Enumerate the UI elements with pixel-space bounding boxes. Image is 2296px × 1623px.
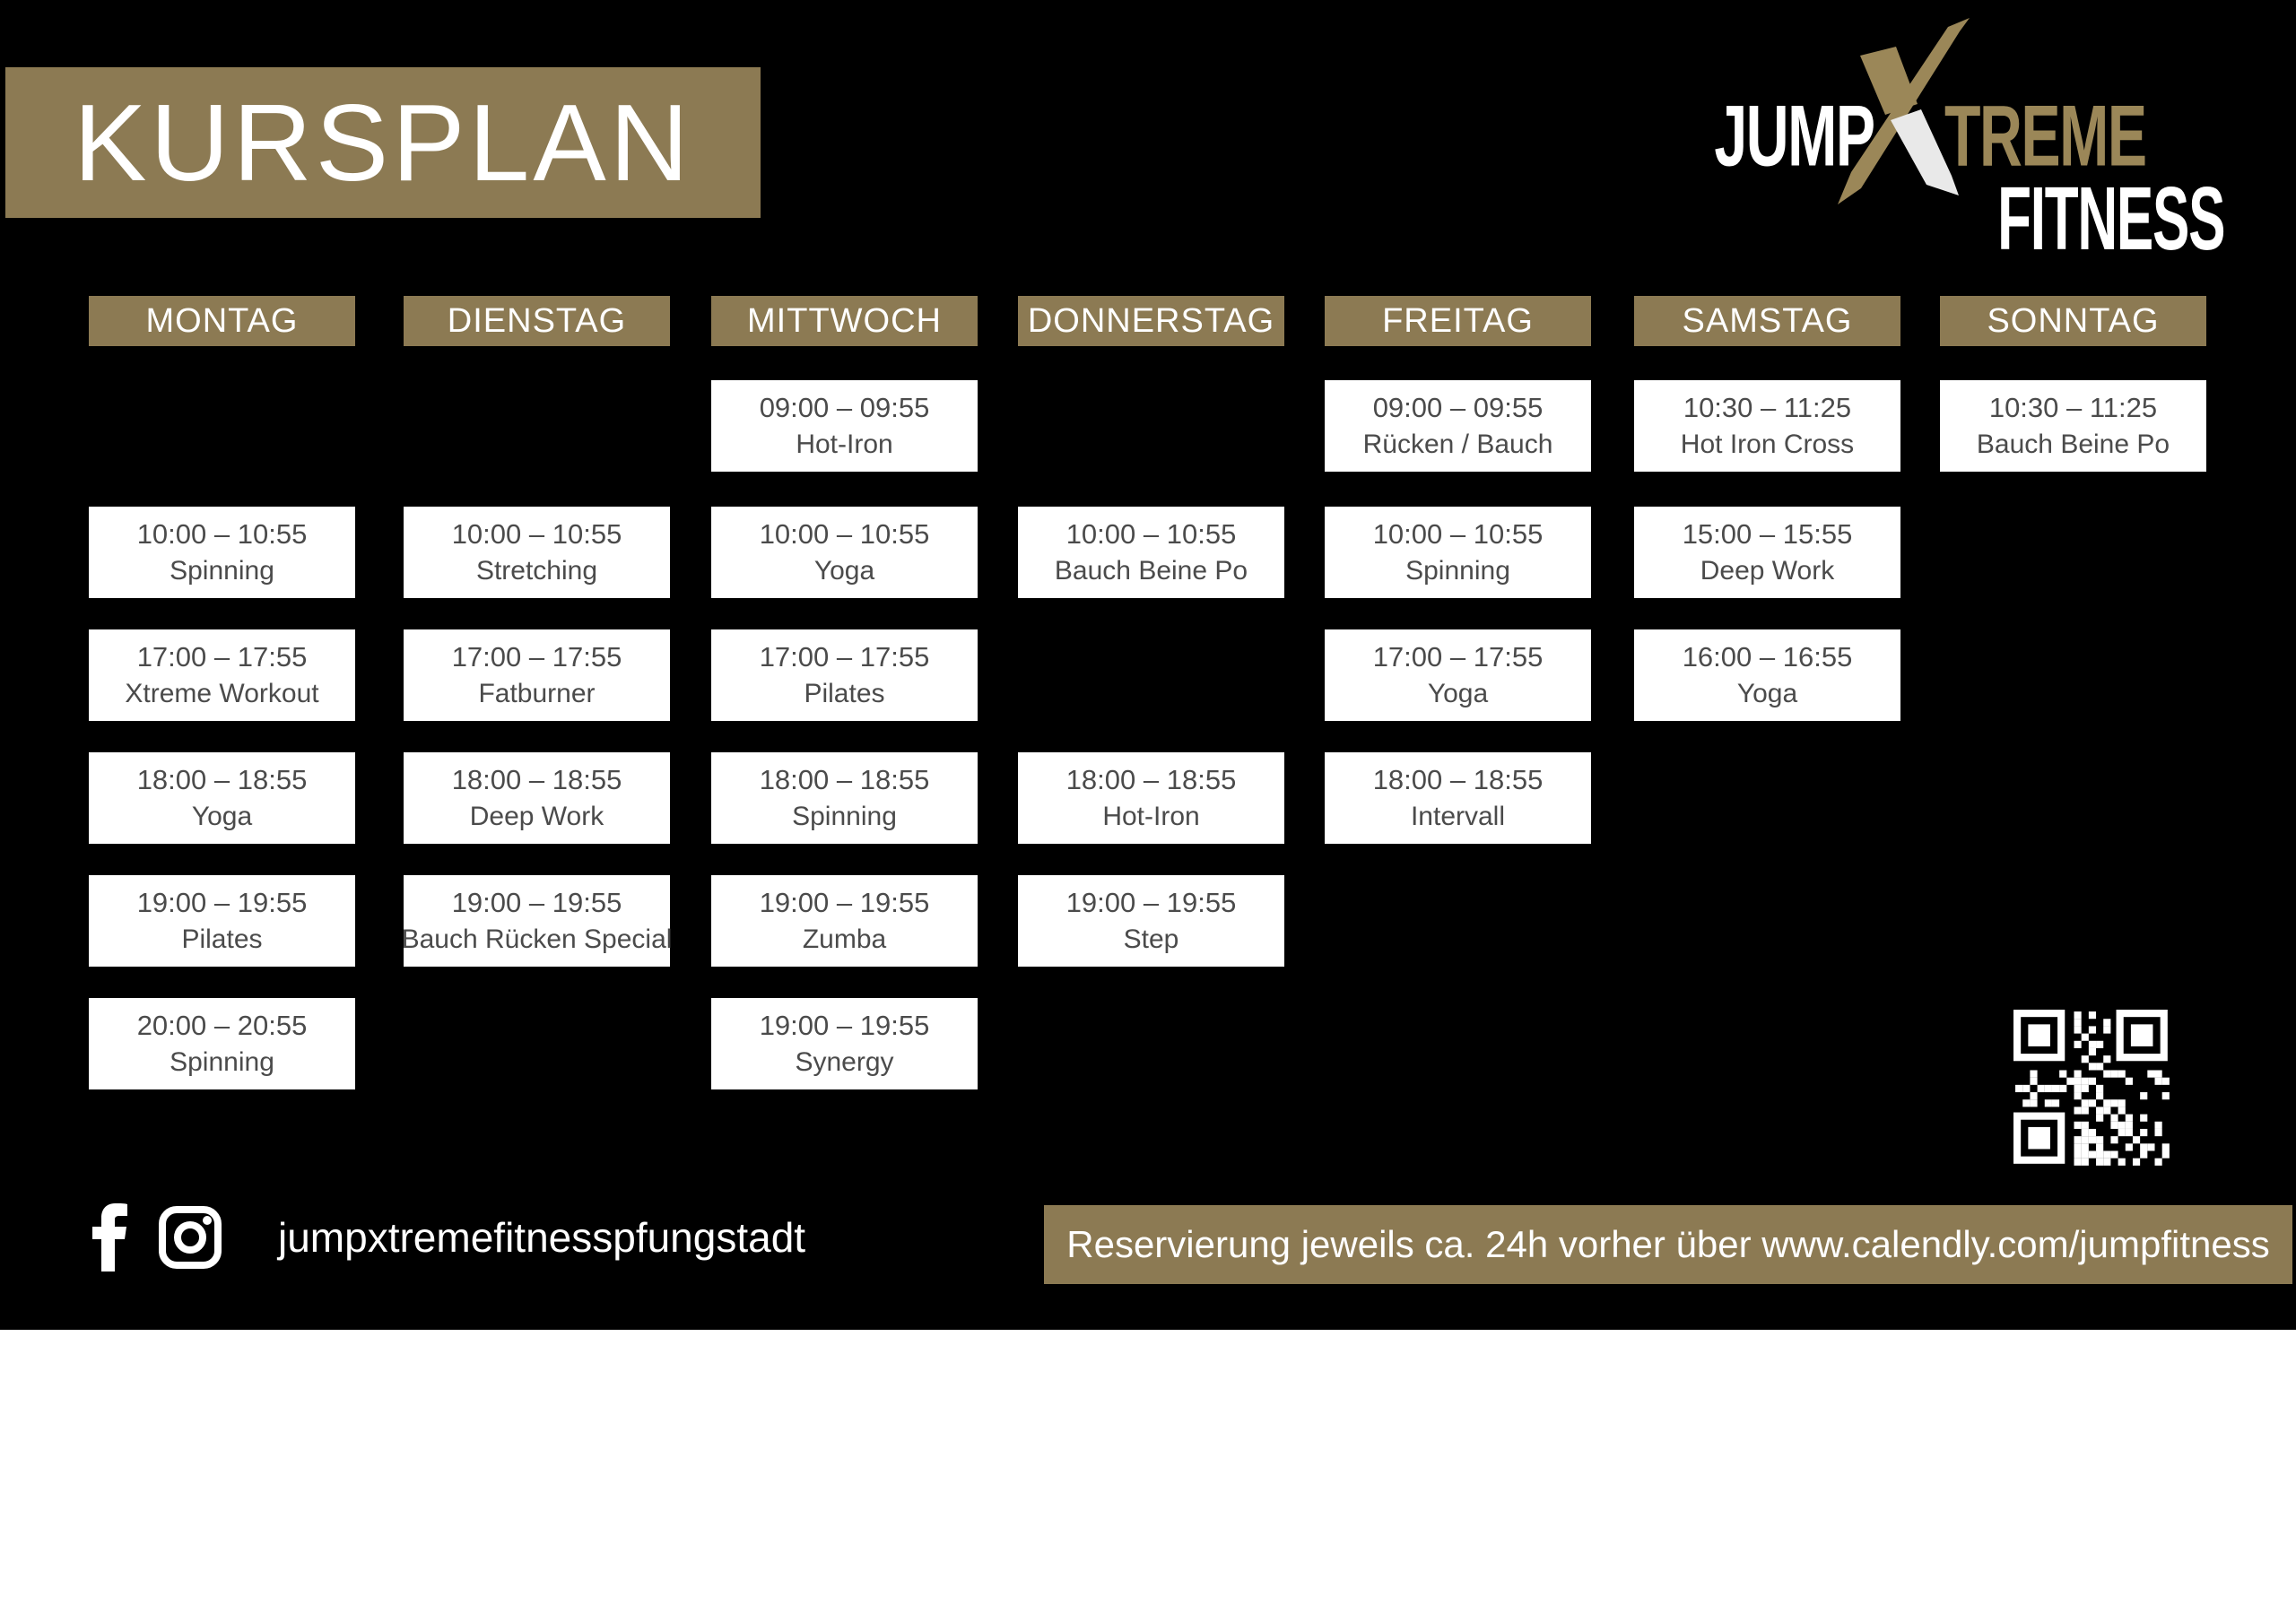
class-time: 19:00 – 19:55 <box>451 887 622 918</box>
class-name: Spinning <box>1405 556 1510 586</box>
class-time: 18:00 – 18:55 <box>136 764 308 795</box>
reservation-text: Reservierung jeweils ca. 24h vorher über www.calendly.com/jumpfitness <box>1066 1223 2270 1265</box>
class-name: Spinning <box>170 556 274 586</box>
class-time: 15:00 – 15:55 <box>1682 518 1853 550</box>
class-card <box>1325 507 1591 598</box>
class-name: Zumba <box>802 924 887 954</box>
class-time: 09:00 – 09:55 <box>1372 392 1544 423</box>
class-name: Fatburner <box>478 679 596 708</box>
class-card <box>404 507 670 598</box>
class-time: 19:00 – 19:55 <box>1065 887 1237 918</box>
class-card <box>711 875 978 967</box>
class-name: Stretching <box>475 556 598 586</box>
class-name: Spinning <box>792 802 897 831</box>
day-header-label: SONNTAG <box>1987 301 2160 340</box>
class-card <box>89 998 355 1089</box>
class-card <box>404 752 670 844</box>
class-card <box>711 507 978 598</box>
class-name: Yoga <box>813 556 875 586</box>
class-card <box>1940 380 2206 472</box>
class-time: 10:00 – 10:55 <box>1372 518 1544 550</box>
class-name: Rücken / Bauch <box>1362 430 1553 459</box>
day-header-freitag <box>1325 296 1591 346</box>
class-time: 10:00 – 10:55 <box>451 518 622 550</box>
class-time: 17:00 – 17:55 <box>759 641 930 673</box>
page-title-banner <box>5 67 761 218</box>
class-card <box>711 998 978 1089</box>
class-time: 17:00 – 17:55 <box>136 641 308 673</box>
class-card <box>89 629 355 721</box>
day-header-label: DONNERSTAG <box>1027 301 1275 340</box>
day-header-donnerstag <box>1018 296 1284 346</box>
brand-logo <box>1714 7 2233 269</box>
class-card <box>89 875 355 967</box>
class-card <box>1634 380 1900 472</box>
class-name: Xtreme Workout <box>125 679 319 708</box>
class-card <box>1634 629 1900 721</box>
day-header-samstag <box>1634 296 1900 346</box>
class-time: 19:00 – 19:55 <box>759 887 930 918</box>
class-name: Deep Work <box>469 802 604 831</box>
class-time: 19:00 – 19:55 <box>136 887 308 918</box>
class-card <box>401 875 673 967</box>
class-card <box>711 629 978 721</box>
class-card <box>711 380 978 472</box>
class-time: 18:00 – 18:55 <box>1065 764 1237 795</box>
class-name: Hot-Iron <box>1102 802 1200 831</box>
class-name: Pilates <box>181 924 263 954</box>
class-time: 10:00 – 10:55 <box>1065 518 1237 550</box>
class-name: Synergy <box>795 1047 894 1077</box>
brand-word-treme: TREME <box>1944 88 2146 185</box>
class-card <box>711 752 978 844</box>
day-header-label: MONTAG <box>145 301 299 340</box>
class-time: 10:30 – 11:25 <box>1988 392 2158 423</box>
class-time: 19:00 – 19:55 <box>759 1010 930 1041</box>
qr-code <box>2013 1009 2175 1172</box>
class-card <box>1634 507 1900 598</box>
day-header-label: SAMSTAG <box>1682 301 1853 340</box>
class-time: 16:00 – 16:55 <box>1682 641 1853 673</box>
class-name: Bauch Beine Po <box>1976 430 2170 459</box>
class-card <box>1018 752 1284 844</box>
instagram-icon <box>158 1205 222 1270</box>
class-card <box>1325 380 1591 472</box>
footer-social-row <box>90 1203 805 1271</box>
reservation-banner <box>1044 1205 2292 1284</box>
class-time: 09:00 – 09:55 <box>759 392 930 423</box>
day-header-montag <box>89 296 355 346</box>
class-time: 10:30 – 11:25 <box>1683 392 1852 423</box>
class-name: Hot-Iron <box>796 430 893 459</box>
class-card <box>1018 875 1284 967</box>
class-card <box>1325 752 1591 844</box>
day-header-mittwoch <box>711 296 978 346</box>
class-name: Bauch Beine Po <box>1054 556 1248 586</box>
class-time: 17:00 – 17:55 <box>451 641 622 673</box>
class-time: 10:00 – 10:55 <box>136 518 308 550</box>
class-name: Pilates <box>804 679 885 708</box>
brand-word-fitness: FITNESS <box>1996 169 2224 269</box>
facebook-icon <box>90 1203 129 1271</box>
class-time: 18:00 – 18:55 <box>759 764 930 795</box>
day-header-sonntag <box>1940 296 2206 346</box>
brand-word-jump: JUMP <box>1714 88 1874 185</box>
class-name: Hot Iron Cross <box>1680 430 1855 459</box>
brand-x-icon <box>1837 16 1971 227</box>
class-name: Yoga <box>1427 679 1489 708</box>
day-header-dienstag <box>404 296 670 346</box>
class-time: 18:00 – 18:55 <box>451 764 622 795</box>
day-header-label: MITTWOCH <box>747 301 942 340</box>
class-name: Spinning <box>170 1047 274 1077</box>
day-header-label: FREITAG <box>1382 301 1534 340</box>
class-name: Step <box>1123 924 1179 954</box>
page-title: KURSPLAN <box>74 82 692 204</box>
class-card <box>1325 629 1591 721</box>
class-time: 18:00 – 18:55 <box>1372 764 1544 795</box>
class-card <box>89 507 355 598</box>
class-card <box>1018 507 1284 598</box>
class-name: Intervall <box>1410 802 1506 831</box>
class-name: Yoga <box>1736 679 1798 708</box>
day-header-label: DIENSTAG <box>447 301 627 340</box>
class-name: Yoga <box>191 802 253 831</box>
class-time: 20:00 – 20:55 <box>136 1010 308 1041</box>
class-name: Bauch Rücken Special <box>401 924 673 954</box>
class-name: Deep Work <box>1700 556 1835 586</box>
social-handle-text: jumpxtremefitnesspfungstadt <box>278 1214 806 1261</box>
class-card <box>404 629 670 721</box>
class-time: 17:00 – 17:55 <box>1372 641 1544 673</box>
class-card <box>89 752 355 844</box>
class-time: 10:00 – 10:55 <box>759 518 930 550</box>
